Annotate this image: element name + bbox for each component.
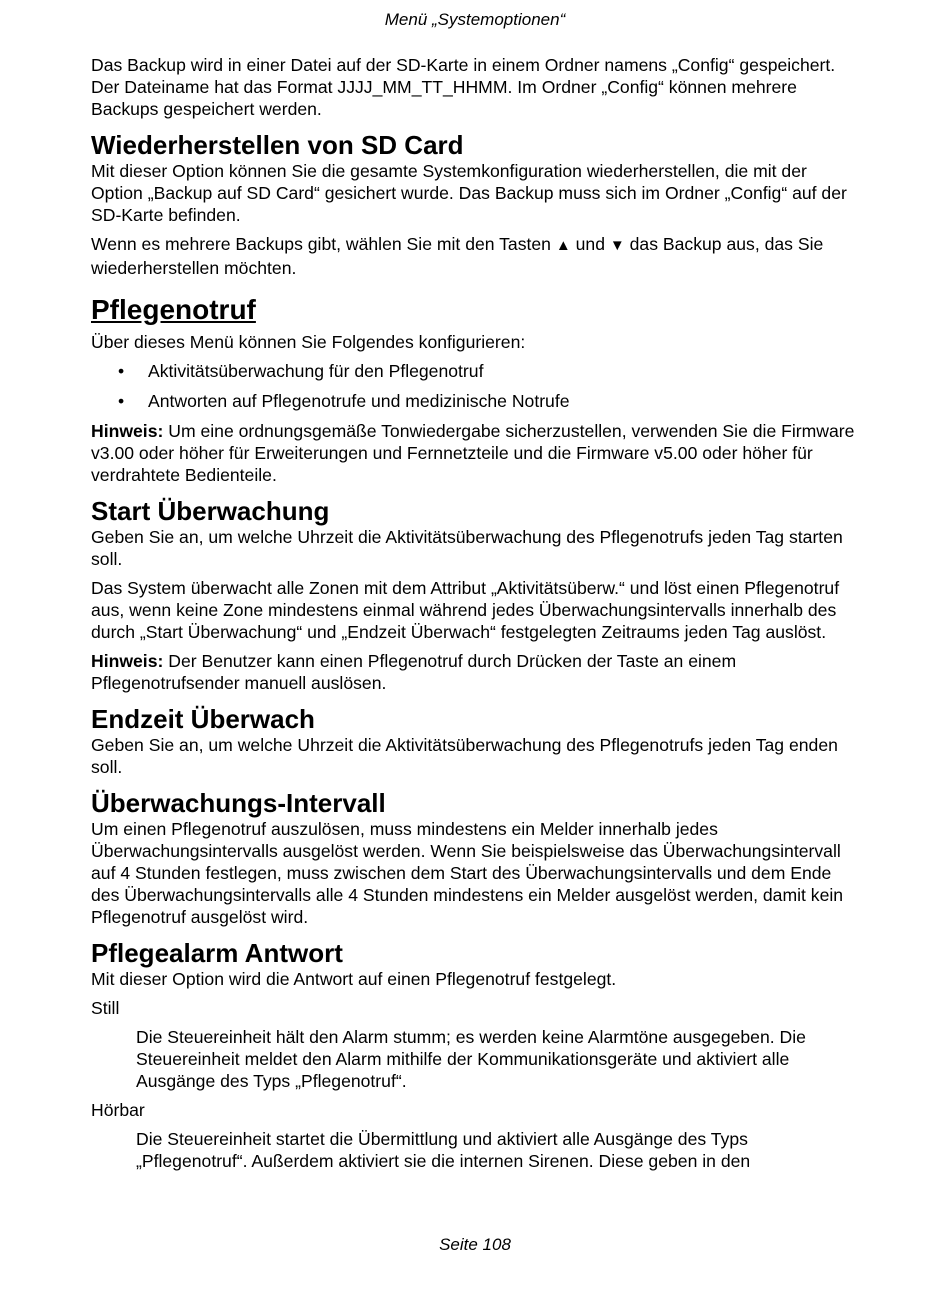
heading-start-monitoring: Start Überwachung: [91, 496, 330, 526]
definition-audible: Die Steuereinheit startet die Übermittlung und aktiviert alle Ausgänge des Typs „Pflegenotruf“. Außerdem aktiviert sie die internen Sirenen. Diese geben in den: [136, 1129, 751, 1171]
start-monitoring-paragraph-1: Geben Sie an, um welche Uhrzeit die Aktivitätsüberwachung des Pflegenotrufs jeden Tag starten soll.: [91, 527, 843, 569]
note-label: Hinweis:: [91, 651, 164, 671]
care-note: [91, 420, 861, 486]
heading-end-monitoring: Endzeit Überwach: [91, 704, 315, 734]
list-item: [91, 360, 861, 382]
list-item-text: Antworten auf Pflegenotrufe und medizinische Notrufe: [148, 391, 570, 411]
note-text: Der Benutzer kann einen Pflegenotruf durch Drücken der Taste an einem Pflegenotrufsender manuell auslösen.: [91, 651, 737, 693]
end-monitoring-paragraph: Geben Sie an, um welche Uhrzeit die Aktivitätsüberwachung des Pflegenotrufs jeden Tag enden soll.: [91, 735, 838, 777]
care-intro: Über dieses Menü können Sie Folgendes konfigurieren:: [91, 332, 526, 352]
restore-text-before: Wenn es mehrere Backups gibt, wählen Sie mit den Tasten: [91, 234, 551, 254]
restore-paragraph-2: [91, 233, 861, 279]
list-item: [91, 390, 861, 412]
heading-restore-sd: Wiederherstellen von SD Card: [91, 130, 464, 160]
note-label: Hinweis:: [91, 421, 164, 441]
start-monitoring-paragraph-2: Das System überwacht alle Zonen mit dem Attribut „Aktivitätsüberw.“ und löst einen Pflegenotruf aus, wenn keine Zone mindestens einmal während jedes Überwachungsintervalls innerhalb des durch „Start Überwachung“ und „Endzeit Überwach“ festgelegten Zeitraums jeden Tag auslöst.: [91, 578, 840, 642]
intro-paragraph: Das Backup wird in einer Datei auf der SD-Karte in einem Ordner namens „Config“ gespeichert. Der Dateiname hat das Format JJJJ_MM_TT_HHMM. Im Ordner „Config“ können mehrere Backups gespeichert werden.: [91, 55, 836, 119]
response-paragraph: Mit dieser Option wird die Antwort auf einen Pflegenotruf festgelegt.: [91, 969, 617, 989]
note-text: Um eine ordnungsgemäße Tonwiedergabe sicherzustellen, verwenden Sie die Firmware v3.00 oder höher für Erweiterungen und Fernnetzteile und die Firmware v5.00 oder höher für verdrahtete Bedienteile.: [91, 421, 855, 485]
interval-paragraph: Um einen Pflegenotruf auszulösen, muss mindestens ein Melder innerhalb jedes Überwachungsintervalls ausgelöst werden. Wenn Sie beispielsweise das Überwachungsintervall auf 4 Stunden festlegen, muss zwischen dem Start des Überwachungsintervalls und dem Ende des Überwachungsintervalls alle 4 Stunden mindestens ein Melder ausgelöst werden, damit kein Pflegenotruf ausgelöst wird.: [91, 819, 844, 927]
restore-text-after: das Backup aus, das Sie wiederherstellen möchten.: [91, 234, 824, 278]
definition-silent: Die Steuereinheit hält den Alarm stumm; es werden keine Alarmtöne ausgegeben. Die Steuereinheit meldet den Alarm mithilfe der Kommunikationsgeräte und aktiviert alle Ausgänge des Typs „Pflegenotruf“.: [136, 1027, 806, 1091]
page-content: [91, 54, 861, 1179]
up-arrow-icon: ▲: [555, 237, 571, 254]
heading-monitoring-interval: Überwachungs-Intervall: [91, 788, 386, 818]
restore-text-mid: und: [575, 234, 605, 254]
restore-paragraph-1: Mit dieser Option können Sie die gesamte Systemkonfiguration wiederherstellen, die mit der Option „Backup auf SD Card“ gesichert wurde. Das Backup muss sich im Ordner „Config“ auf der SD-Karte befinden.: [91, 161, 847, 225]
start-monitoring-note: [91, 650, 861, 694]
down-arrow-icon: ▼: [609, 237, 625, 254]
bullet-icon: •: [118, 391, 125, 411]
heading-care-alarm-response: Pflegealarm Antwort: [91, 938, 343, 968]
term-audible: Hörbar: [91, 1100, 145, 1120]
term-silent: Still: [91, 998, 120, 1018]
bullet-icon: •: [118, 361, 125, 381]
page-number: Seite 108: [439, 1235, 511, 1254]
list-item-text: Aktivitätsüberwachung für den Pflegenotruf: [148, 361, 484, 381]
care-bullet-list: [91, 360, 861, 412]
running-header: Menü „Systemoptionen“: [384, 10, 566, 29]
heading-care-call: Pflegenotruf: [91, 294, 256, 325]
